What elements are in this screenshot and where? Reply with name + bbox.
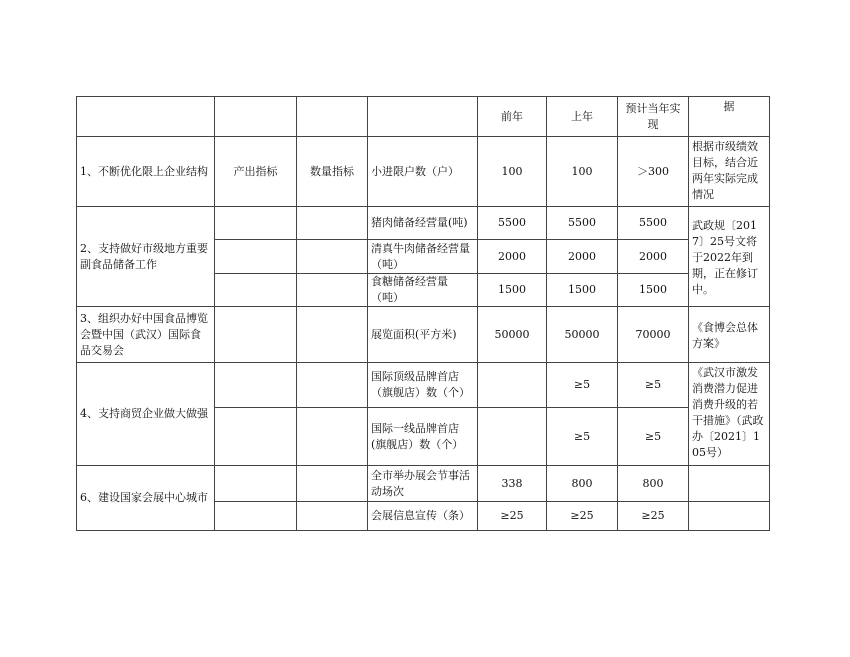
last-year-value: ≥25: [547, 502, 618, 531]
table-row: [77, 363, 770, 408]
table-row: [77, 307, 770, 363]
expected-value: 1500: [618, 274, 689, 307]
last-year-value: 2000: [547, 240, 618, 274]
task-cell: 6、建设国家会展中心城市: [77, 466, 215, 531]
task-cell: 3、组织办好中国食品博览会暨中国（武汉）国际食品交易会: [77, 307, 215, 363]
last-year-value: ≥5: [547, 408, 618, 466]
empty-cell: [297, 363, 368, 408]
expected-value: 5500: [618, 207, 689, 240]
basis-cell: 根据市级绩效目标，结合近两年实际完成情况: [689, 137, 770, 207]
empty-cell: [215, 240, 297, 274]
table-row: [77, 466, 770, 502]
expected-value: ≥5: [618, 408, 689, 466]
empty-cell: [215, 408, 297, 466]
header-cell-empty: [297, 97, 368, 137]
last-year-value: ≥5: [547, 363, 618, 408]
table-row: [77, 207, 770, 240]
prev-year-value: 2000: [478, 240, 547, 274]
task-cell: 1、不断优化限上企业结构: [77, 137, 215, 207]
header-row: [77, 97, 770, 137]
prev-year-value: [478, 363, 547, 408]
basis-cell: 《武汉市激发消费潜力促进消费升级的若干措施》（武政办〔2021〕105号）: [689, 363, 770, 466]
prev-year-value: [478, 408, 547, 466]
empty-cell: [215, 502, 297, 531]
prev-year-value: 50000: [478, 307, 547, 363]
empty-cell: [297, 240, 368, 274]
empty-cell: [297, 274, 368, 307]
last-year-value: 800: [547, 466, 618, 502]
expected-value: 800: [618, 466, 689, 502]
table-row: [77, 137, 770, 207]
indicator-name: 清真牛肉储备经营量（吨）: [368, 240, 478, 274]
indicator-name: 全市举办展会节事活动场次: [368, 466, 478, 502]
last-year-value: 100: [547, 137, 618, 207]
indicator-name: 国际顶级品牌首店（旗舰店）数（个）: [368, 363, 478, 408]
output-indicator-label: 产出指标: [215, 137, 297, 207]
header-prev-year: 前年: [478, 97, 547, 137]
last-year-value: 1500: [547, 274, 618, 307]
indicator-name: 食糖储备经营量（吨）: [368, 274, 478, 307]
expected-value: ＞300: [618, 137, 689, 207]
expected-value: ≥25: [618, 502, 689, 531]
indicator-name: 会展信息宣传（条）: [368, 502, 478, 531]
indicator-name: 猪肉储备经营量(吨): [368, 207, 478, 240]
empty-cell: [297, 502, 368, 531]
empty-cell: [215, 363, 297, 408]
expected-value: ≥5: [618, 363, 689, 408]
basis-cell: 武政规〔2017〕25号文将于2022年到期，正在修订中。: [689, 207, 770, 307]
task-cell: 2、支持做好市级地方重要副食品储备工作: [77, 207, 215, 307]
indicator-name: 展览面积(平方米): [368, 307, 478, 363]
empty-cell: [689, 466, 770, 502]
header-basis: 据: [689, 97, 770, 137]
header-cell-empty: [77, 97, 215, 137]
header-cell-empty: [215, 97, 297, 137]
empty-cell: [215, 307, 297, 363]
header-expected: 预计当年实现: [618, 97, 689, 137]
empty-cell: [215, 207, 297, 240]
indicator-name: 小进限户数（户）: [368, 137, 478, 207]
basis-cell: 《食博会总体方案》: [689, 307, 770, 363]
performance-table: [76, 96, 770, 531]
prev-year-value: 1500: [478, 274, 547, 307]
last-year-value: 5500: [547, 207, 618, 240]
empty-cell: [215, 274, 297, 307]
header-cell-empty: [368, 97, 478, 137]
quantity-indicator-label: 数量指标: [297, 137, 368, 207]
empty-cell: [689, 502, 770, 531]
empty-cell: [297, 408, 368, 466]
expected-value: 2000: [618, 240, 689, 274]
task-cell: 4、支持商贸企业做大做强: [77, 363, 215, 466]
header-last-year: 上年: [547, 97, 618, 137]
prev-year-value: ≥25: [478, 502, 547, 531]
empty-cell: [297, 207, 368, 240]
empty-cell: [297, 307, 368, 363]
prev-year-value: 100: [478, 137, 547, 207]
empty-cell: [215, 466, 297, 502]
empty-cell: [297, 466, 368, 502]
expected-value: 70000: [618, 307, 689, 363]
last-year-value: 50000: [547, 307, 618, 363]
prev-year-value: 338: [478, 466, 547, 502]
prev-year-value: 5500: [478, 207, 547, 240]
indicator-name: 国际一线品牌首店(旗舰店）数（个）: [368, 408, 478, 466]
